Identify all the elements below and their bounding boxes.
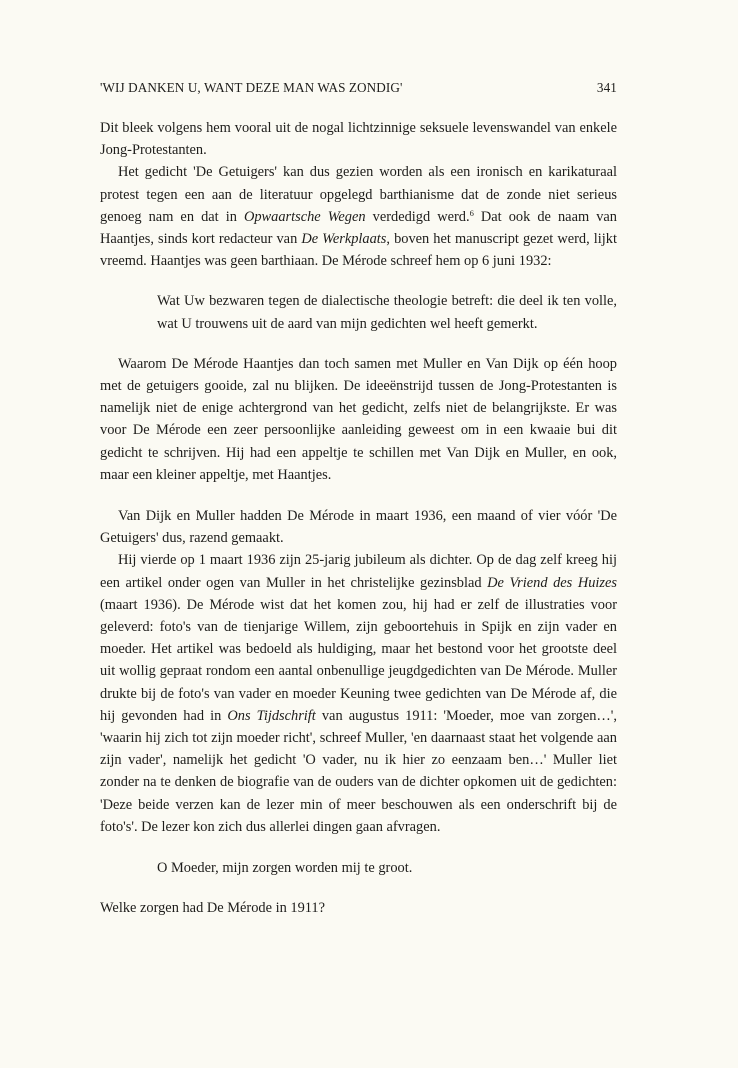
paragraph-5-text-b: (maart 1936). De Mérode wist dat het komen zou, hij had er zelf de illustraties voor geleverd: foto's van de tienjarige Willem, zijn geboortehuis in Spijk en zijn vader en moeder. Het artikel was bedoeld als huldiging, maar het bestond voor het grootste deel uit wollig gepraat rondom een aantal onbenullige jeugdgedichten van De Mérode. Muller drukte bij de foto's van vader en moeder Keuning twee gedichten van De Mérode af, die hij gevonden had in [100, 596, 617, 724]
journal-title-vriend-des-huizes: De Vriend des Huizes [487, 574, 617, 591]
journal-title-opwaartsche-wegen: Opwaartsche Wegen [243, 208, 366, 225]
body-text [100, 117, 617, 920]
journal-title-de-werkplaats: De Werkplaats [301, 231, 387, 248]
running-title: 'WIJ DANKEN U, WANT DEZE MAN WAS ZONDIG' [100, 80, 403, 95]
paragraph-6: Welke zorgen had De Mérode in 1911? [100, 900, 326, 917]
paragraph-3: Waarom De Mérode Haantjes dan toch samen met Muller en Van Dijk op één hoop met de getuigers gooide, zal nu blijken. De ideeënstrijd tussen de Jong-Protestanten is namelijk niet de enige achtergrond van het gedicht, zelfs niet de belangrijkste. Er was voor De Mérode een zeer persoonlijke aanleiding geweest om in een kwaaie bui dit gedicht te schrijven. Hij had een appeltje te schillen met Van Dijk en Muller, en ook, maar een kleiner appeltje, met Haantjes. [100, 355, 617, 483]
paragraph-5-text-c: van augustus 1911: 'Moeder, moe van zorgen…', 'waarin hij zich tot zijn moeder richt', schreef Muller, 'en daarnaast staat het volgende aan zijn vader', namelijk het gedicht 'O vader, nu ik hier zo eenzaam ben…' Muller liet zonder na te denken de biografie van de ouders van de dichter opkomen uit de gedichten: 'Deze beide verzen kan de lezer min of meer beschouwen als een onderschrift bij de foto's'. De lezer kon zich dus allerlei dingen gaan afvragen. [100, 707, 618, 835]
paragraph-5-text-a: Hij vierde op 1 maart 1936 zijn 25-jarig jubileum als dichter. Op de dag zelf kreeg hij een artikel onder ogen van Muller in het christelijke gezinsblad [100, 552, 617, 591]
paragraph-2-text-b: verdedigd werd. [365, 208, 470, 225]
paragraph-2-text-d: , boven het manuscript gezet werd, lijkt vreemd. Haantjes was geen barthiaan. De Mérode schreef hem op 6 juni 1932: [100, 231, 617, 270]
paragraph-4: Van Dijk en Muller hadden De Mérode in maart 1936, een maand of vier vóór 'De Getuigers' dus, razend gemaakt. [100, 508, 617, 547]
paragraph-1 [100, 117, 617, 161]
journal-title-ons-tijdschrift: Ons Tijdschrift [227, 707, 316, 724]
footnote-marker-6: 6 [469, 207, 474, 218]
paragraph-2-text-a: Het gedicht 'De Getuigers' kan dus gezien worden als een ironisch en karikaturaal protest tegen een aan de literatuur opgelegd barthianisme dat de zonde niet serieus genoeg nam en dat in [100, 164, 617, 225]
paragraph-2-text-c: Dat ook de naam van Haantjes, sinds kort redacteur van [100, 208, 617, 248]
paragraph-2 [100, 161, 617, 272]
verse-quote: O Moeder, mijn zorgen worden mij te groot. [157, 860, 413, 877]
paragraph-1-text: Dit bleek volgens hem vooral uit de nogal lichtzinnige seksuele levenswandel van enkele Jong-Protestanten. [100, 120, 617, 159]
paragraph-5 [100, 549, 617, 838]
block-quote: Wat Uw bezwaren tegen de dialectische theologie betreft: die deel ik ten volle, wat U trouwens uit de aard van mijn gedichten wel heeft gemerkt. [157, 293, 617, 332]
page-number: 341 [596, 80, 617, 95]
